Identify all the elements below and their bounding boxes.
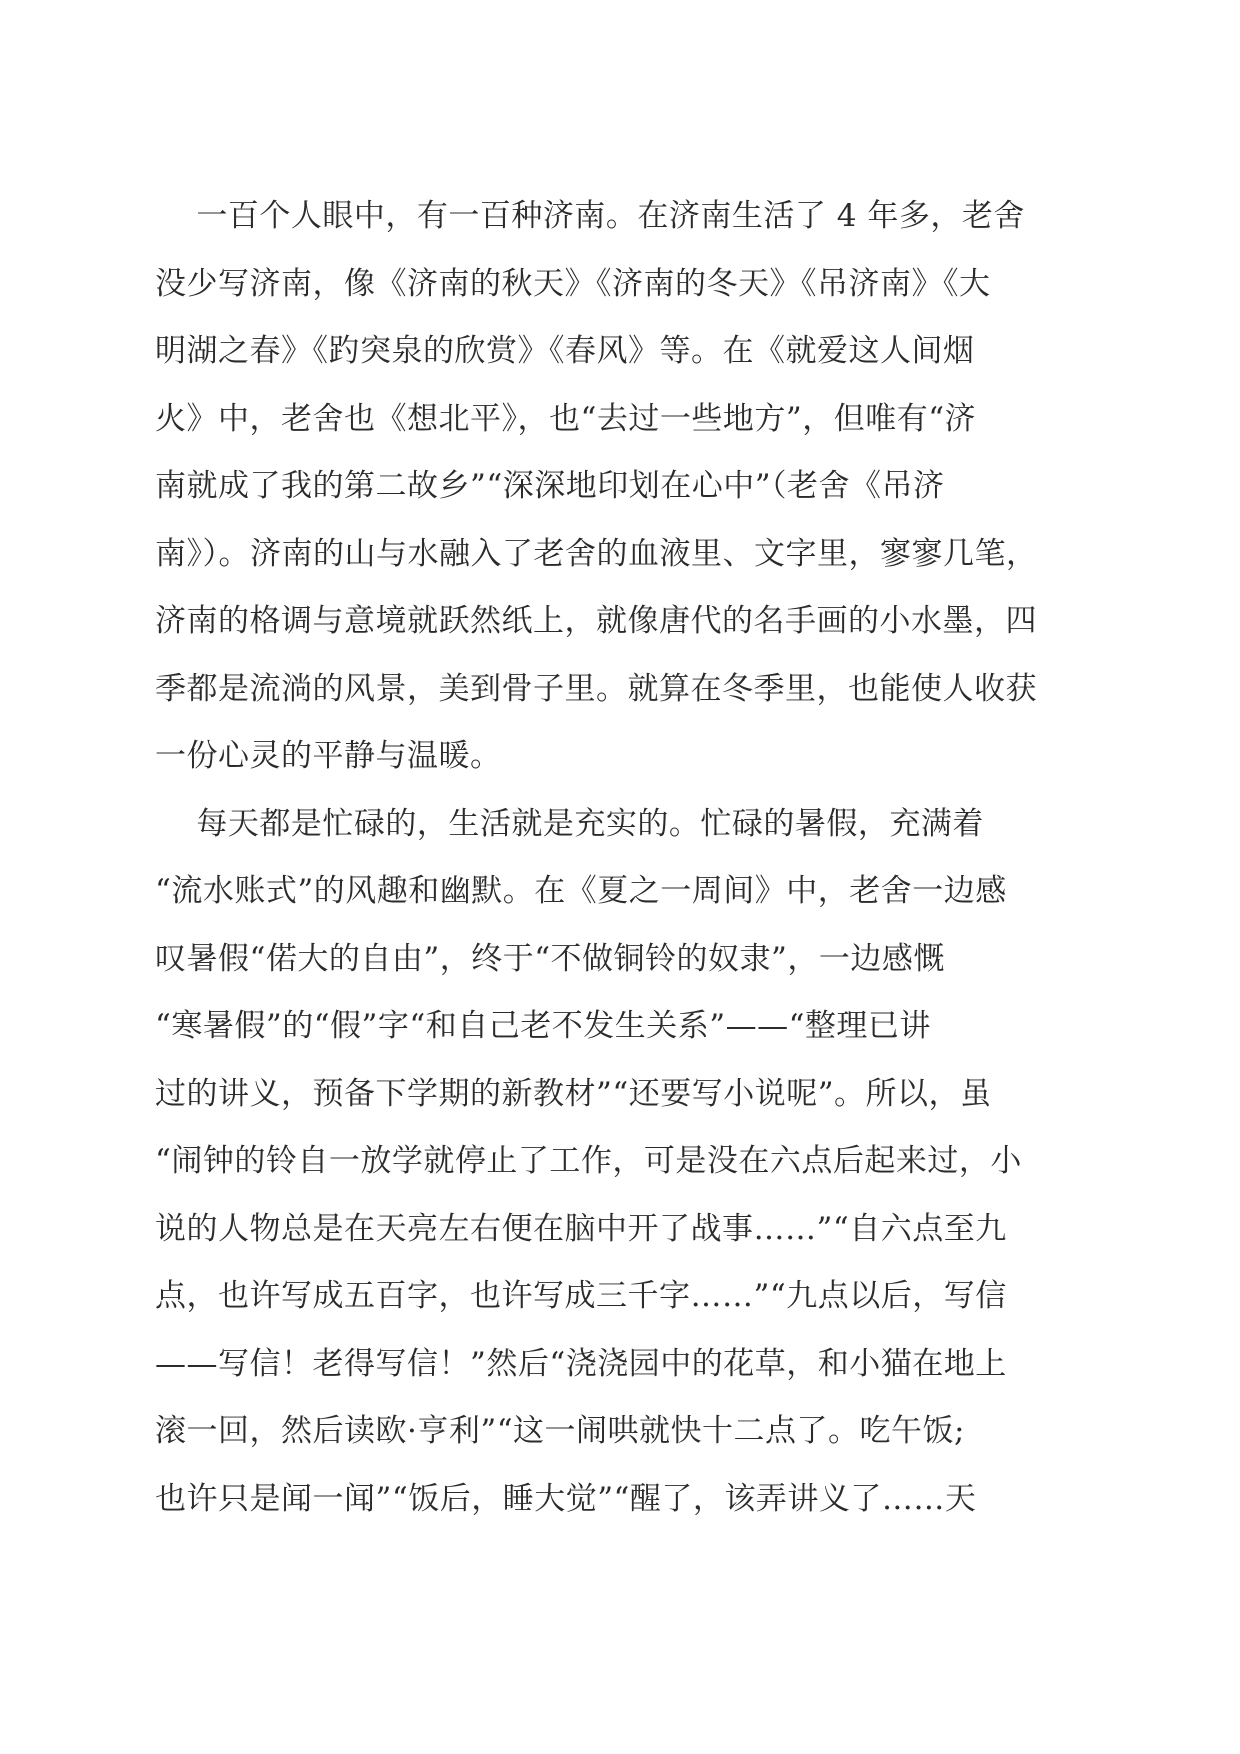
text-line: 说的人物总是在天亮左右便在脑中开了战事……”“自六点至九	[155, 1210, 1007, 1247]
text-line: 一份心灵的平静与温暖。	[155, 738, 502, 774]
text-line: 火》中，老舍也《想北平》，也“去过一些地方”，但唯有“济	[155, 400, 977, 437]
text-line: 济南的格调与意境就跃然纸上，就像唐代的名手画的小水墨，四	[155, 603, 1037, 639]
text-line: 叹暑假“偌大的自由”，终于“不做铜铃的奴隶”，一边感慨	[155, 940, 945, 977]
text-line: “寒暑假”的“假”字“和自己老不发生关系”——“整理已讲	[155, 1008, 931, 1044]
text-line: ——写信！老得写信！”然后“浇浇园中的花草，和小猫在地上	[155, 1345, 1007, 1382]
text-line: 点，也许写成五百字，也许写成三千字……”“九点以后，写信	[155, 1278, 1007, 1314]
body-text	[155, 183, 1085, 1533]
text-line: 南就成了我的第二故乡”“深深地印划在心中”（老舍《吊济	[155, 468, 945, 504]
text-line: 明湖之春》《趵突泉的欣赏》《春风》等。在《就爱这人间烟	[155, 333, 975, 369]
text-line: 没少写济南，像《济南的秋天》《济南的冬天》《吊济南》《大	[155, 265, 991, 302]
text-line: 季都是流淌的风景，美到骨子里。就算在冬季里，也能使人收获	[155, 670, 1037, 707]
text-line: 南》）。济南的山与水融入了老舍的血液里、文字里，寥寥几笔，	[155, 535, 1038, 572]
text-line: “流水账式”的风趣和幽默。在《夏之一周间》中，老舍一边感	[155, 873, 1007, 909]
text-line: 每天都是忙碌的，生活就是充实的。忙碌的暑假，充满着	[155, 805, 984, 842]
text-line: 一百个人眼中，有一百种济南。在济南生活了 4 年多，老舍	[155, 198, 1025, 234]
text-line: 也许只是闻一闻”“饭后，睡大觉”“醒了，该弄讲义了……天	[155, 1480, 977, 1517]
text-line: 过的讲义，预备下学期的新教材”“还要写小说呢”。所以，虽	[155, 1075, 992, 1112]
text-line: “闹钟的铃自一放学就停止了工作，可是没在六点后起来过，小	[155, 1143, 1022, 1179]
text-line: 滚一回，然后读欧·亨利”“这一闹哄就快十二点了。吃午饭;	[155, 1413, 965, 1449]
